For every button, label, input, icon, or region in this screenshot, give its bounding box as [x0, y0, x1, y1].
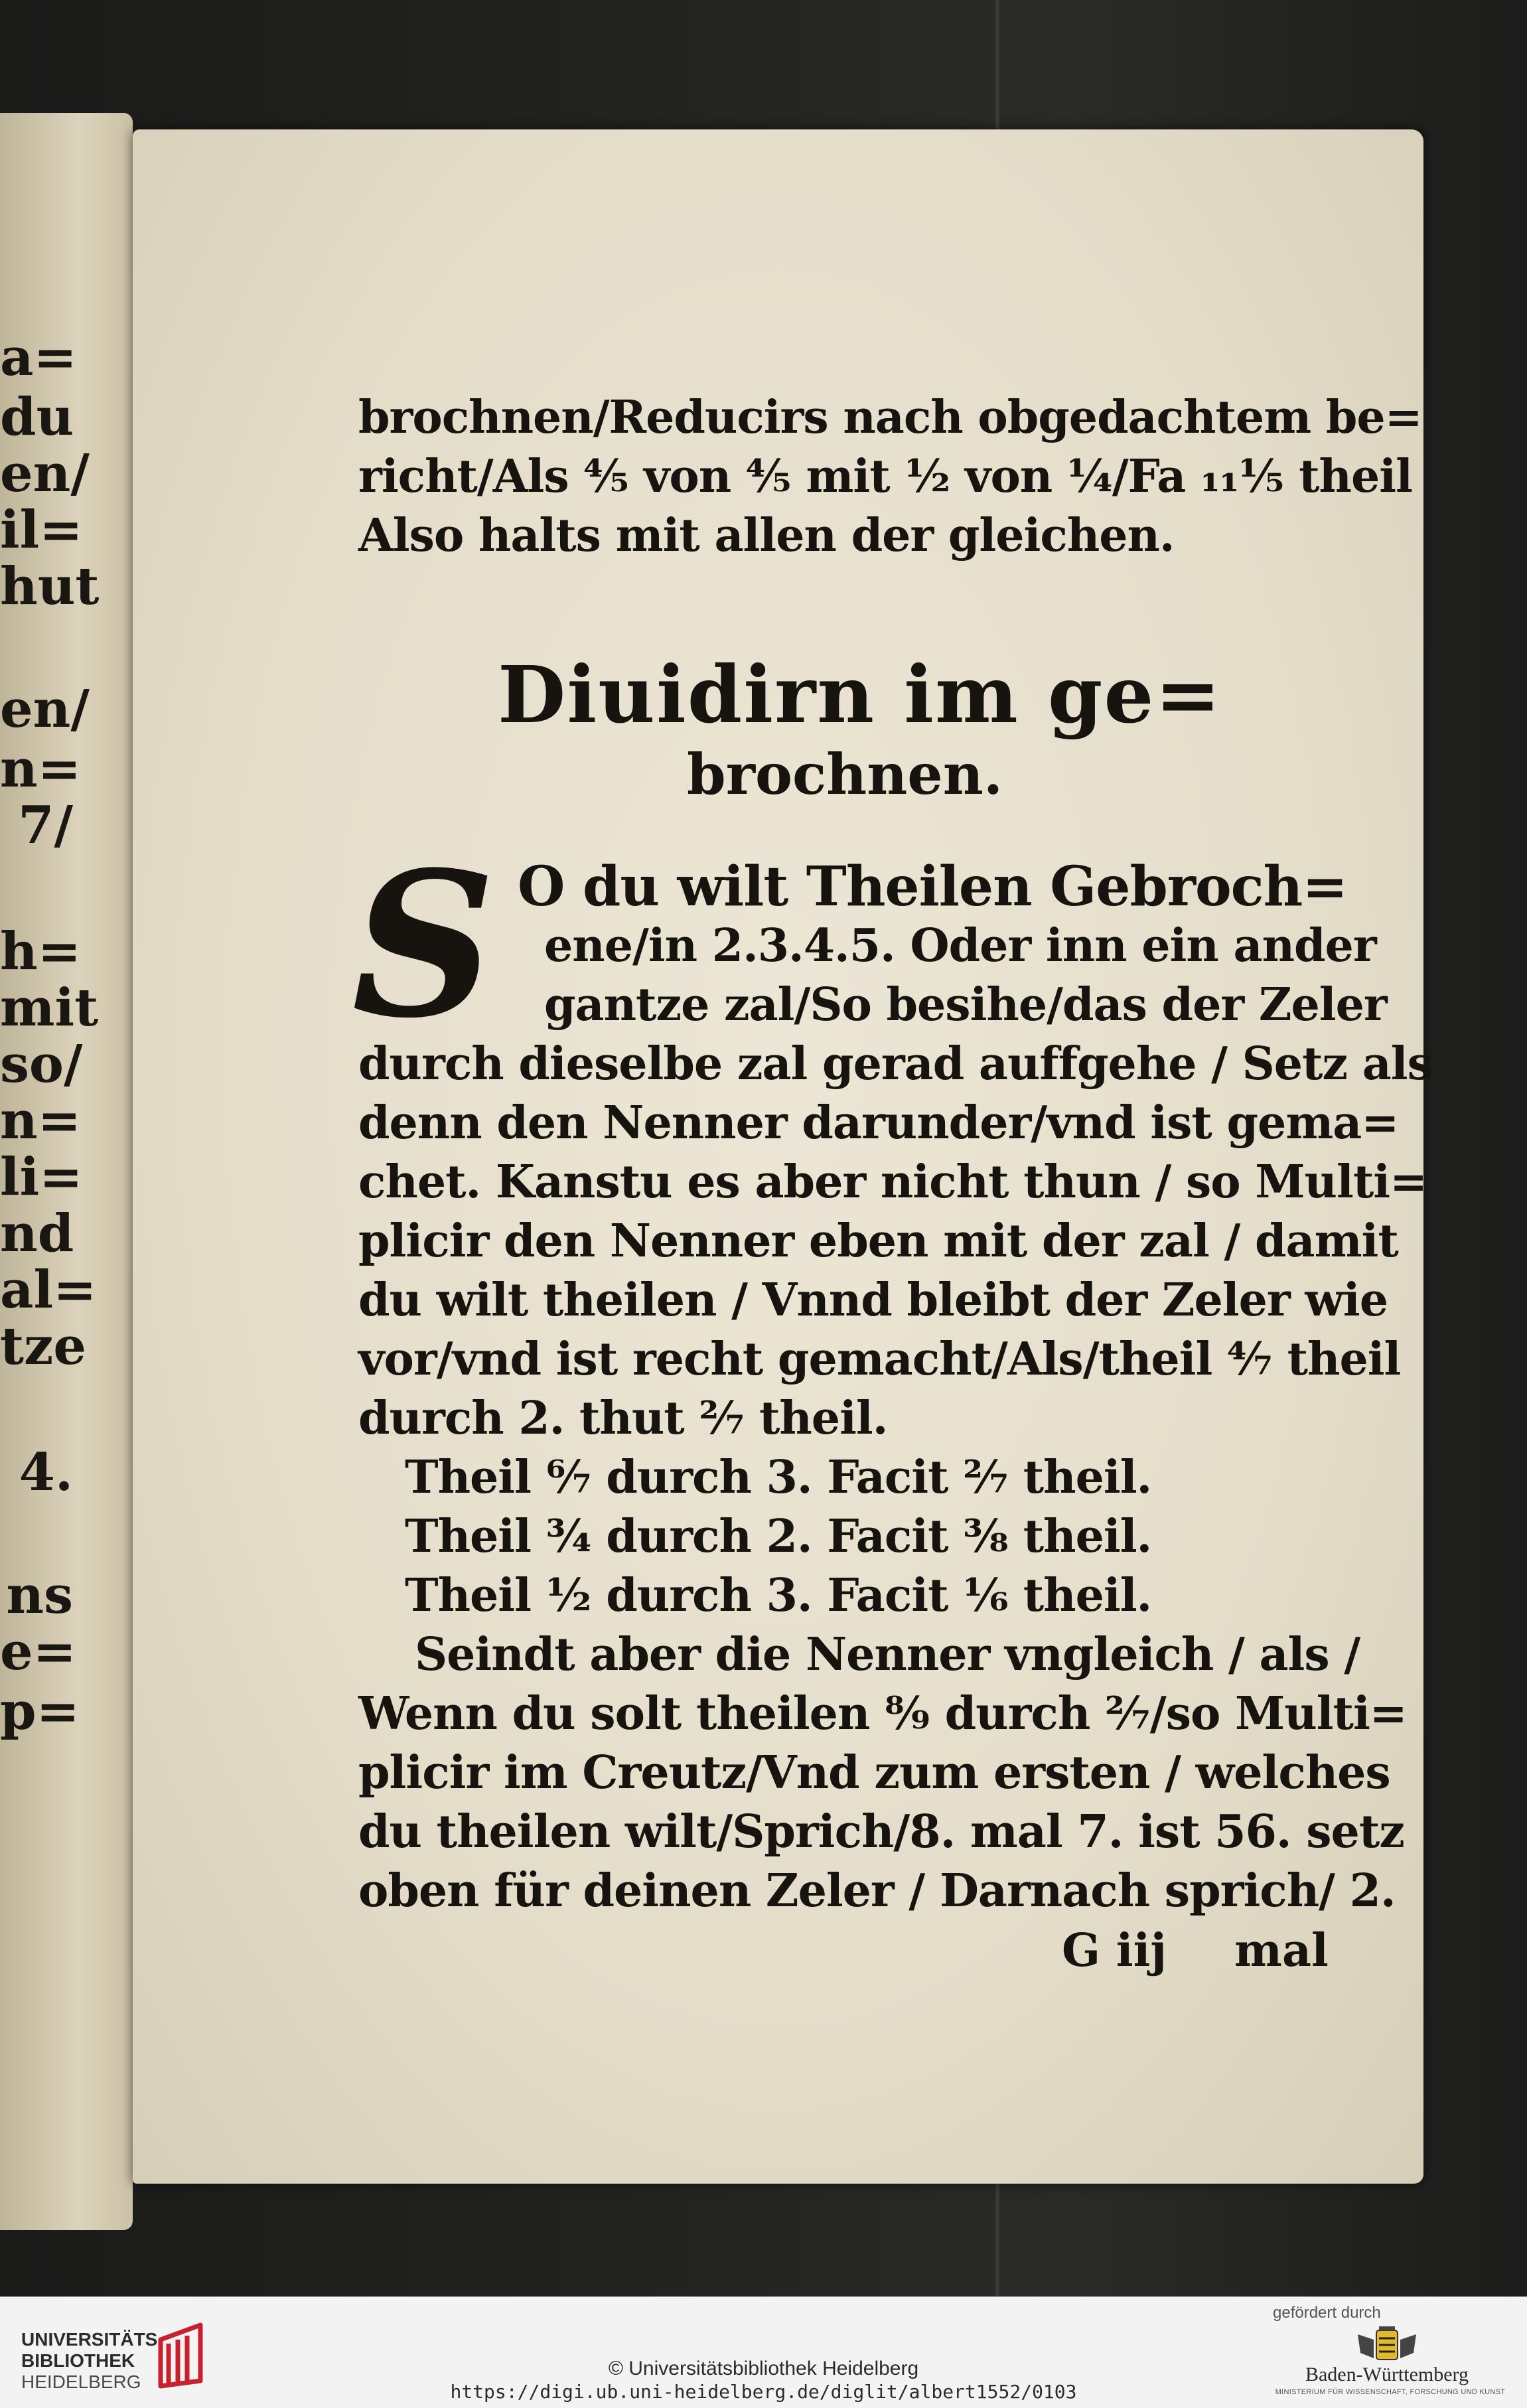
left-page-fragment: du: [0, 387, 74, 447]
left-page-fragment: il=: [0, 500, 83, 560]
sponsor-name: Baden-Württemberg: [1305, 2364, 1469, 2385]
book-page: [133, 129, 1432, 2184]
text-line: Also halts mit allen der gleichen.: [358, 509, 1175, 562]
example-line: Theil ³⁄₄ durch 2. Facit ³⁄₈ theil.: [405, 1510, 1152, 1563]
library-name-line: HEIDELBERG: [21, 2371, 141, 2392]
left-page-fragment: n=: [0, 1091, 82, 1151]
page-text: [352, 388, 1432, 1981]
text-line: gantze zal/So besihe/das der Zeler: [544, 978, 1387, 1031]
left-page-fragment: en/: [0, 443, 90, 504]
left-page-fragment: mit: [0, 978, 99, 1038]
text-line: du wilt theilen / Vnnd bleibt der Zeler wie: [358, 1274, 1388, 1327]
signature-mark: G iij: [1062, 1924, 1167, 1977]
text-line: ene/in 2.3.4.5. Oder inn ein ander: [544, 919, 1376, 972]
ministry-name: MINISTERIUM FÜR WISSENSCHAFT, FORSCHUNG UND KUNST: [1275, 2388, 1506, 2396]
left-page-fragment: hut: [0, 556, 100, 617]
left-page-fragment: so/: [0, 1034, 83, 1094]
text-line: Wenn du solt theilen ⁸⁄₉ durch ²⁄₇/so Multi=: [358, 1687, 1407, 1740]
text-line: durch dieselbe zal gerad auffgehe / Setz als: [358, 1037, 1432, 1091]
text-line: Seindt aber die Nenner vngleich / als /: [415, 1628, 1360, 1681]
left-page-fragment: n=: [0, 739, 82, 799]
text-line: vor/vnd ist recht gemacht/Als/theil ⁴⁄₇ theil: [358, 1333, 1401, 1386]
left-page-fragment: h=: [0, 921, 82, 982]
left-page-fragment: en/: [0, 679, 90, 739]
left-page-fragment: al=: [0, 1260, 97, 1320]
copyright-text: © Universitätsbibliothek Heidelberg: [608, 2358, 919, 2379]
paragraph-1: [352, 828, 1432, 1448]
left-page-fragment: a=: [0, 327, 77, 388]
footer-bar: [0, 2296, 1527, 2408]
text-line: plicir den Nenner eben mit der zal / damit: [358, 1215, 1398, 1268]
library-name-line: UNIVERSITÄTS-: [21, 2329, 164, 2350]
left-page-fragment: p=: [0, 1681, 80, 1742]
text-line: richt/Als ⁴⁄₅ von ⁴⁄₅ mit ¹⁄₂ von ¹⁄₄/Fa ₁₁¹⁄₅ theil: [358, 450, 1412, 503]
text-line: durch 2. thut ²⁄₇ theil.: [358, 1392, 888, 1445]
example-line: Theil ¹⁄₂ durch 3. Facit ¹⁄₆ theil.: [405, 1569, 1152, 1622]
left-page-fragment: ns: [6, 1565, 73, 1625]
page-footer-line: [358, 1921, 1329, 1981]
state-crest-icon[interactable]: [1354, 2326, 1420, 2366]
text-line: oben für deinen Zeler / Darnach sprich/ 2.: [358, 1864, 1396, 1918]
left-page-fragment: 4.: [19, 1442, 73, 1503]
catchword: mal: [1234, 1924, 1329, 1977]
section-heading: Diuidirn im ge=: [498, 648, 1222, 741]
text-line: chet. Kanstu es aber nicht thun / so Multi=: [358, 1156, 1427, 1209]
left-page-fragment: tze: [0, 1316, 86, 1377]
drop-cap: S: [352, 828, 496, 1062]
text-line: plicir im Creutz/Vnd zum ersten / welches: [358, 1746, 1390, 1799]
text-line: denn den Nenner darunder/vnd ist gema=: [358, 1096, 1399, 1150]
left-page-edge: [0, 113, 133, 2230]
funded-by-label: gefördert durch: [1273, 2304, 1381, 2322]
left-page-fragment: e=: [0, 1621, 76, 1682]
left-page-fragment: li=: [0, 1147, 83, 1207]
section-heading-continued: brochnen.: [687, 741, 1003, 807]
left-page-fragment: nd: [0, 1203, 74, 1264]
permalink[interactable]: https://digi.ub.uni-heidelberg.de/diglit/albert1552/0103: [450, 2381, 1077, 2403]
text-line: brochnen/Reducirs nach obgedachtem be=: [358, 391, 1422, 444]
library-name-line: BIBLIOTHEK: [21, 2350, 135, 2371]
text-line: du theilen wilt/Sprich/8. mal 7. ist 56. setz: [358, 1805, 1404, 1858]
text-line: O du wilt Theilen Gebroch=: [518, 855, 1347, 919]
example-line: Theil ⁶⁄₇ durch 3. Facit ²⁄₇ theil.: [405, 1451, 1152, 1504]
left-page-fragment: 7/: [18, 795, 73, 856]
